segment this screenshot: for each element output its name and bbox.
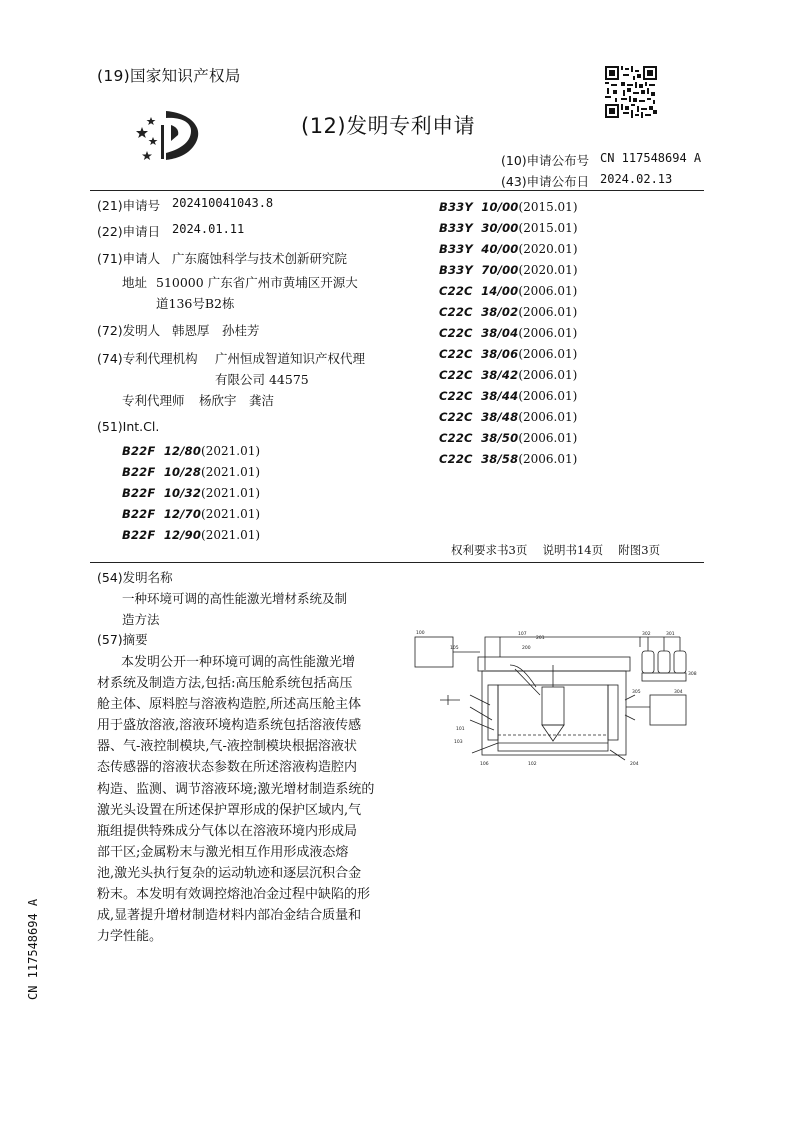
- figure-label: 102: [528, 762, 537, 767]
- figure-label: 101: [456, 727, 465, 732]
- application-number: 202410041043.8: [172, 196, 274, 210]
- abstract-line: 池,激光头执行复杂的运动轨迹和逐层沉积合金: [97, 865, 362, 881]
- cnipa-emblem-logo: [133, 107, 207, 167]
- ipc-entry: B22F 10/28(2021.01): [122, 465, 261, 479]
- figure-label: 204: [630, 762, 639, 767]
- abstract-line: 用于盛放溶液,溶液环境构造系统包括溶液传感: [97, 718, 362, 734]
- filing-date: 2024.01.11: [172, 222, 245, 236]
- office-name: (19)国家知识产权局: [97, 67, 241, 85]
- figure-label: 304: [674, 690, 683, 695]
- page-count-summary: 权利要求书3页 说明书14页 附图3页: [451, 543, 661, 557]
- section-divider: [90, 562, 704, 563]
- invention-title-line2: 造方法: [122, 612, 160, 627]
- invention-title-label: (54)发明名称: [97, 570, 173, 585]
- abstract-line: 舱主体、原料腔与溶液构造腔,所述高压舱主体: [97, 697, 362, 713]
- document-type-title: (12)发明专利申请: [301, 114, 476, 138]
- header-divider: [90, 190, 704, 191]
- abstract-line: 部干区;金属粉末与激光相互作用形成液态熔: [97, 844, 349, 860]
- abstract-line: 粉末。本发明有效调控熔池冶金过程中缺陷的形: [97, 887, 371, 903]
- address-line1: 510000 广东省广州市黄埔区开源大: [156, 275, 358, 290]
- figure-label: 106: [480, 762, 489, 767]
- ipc-entry: B22F 12/80(2021.01): [122, 444, 261, 458]
- ipc-entry: B22F 12/70(2021.01): [122, 507, 261, 521]
- agent-label: 专利代理师: [122, 393, 185, 408]
- agency-label: (74)专利代理机构: [97, 351, 198, 366]
- abstract-label: (57)摘要: [97, 632, 148, 647]
- abstract-figure-drawing: [410, 625, 705, 775]
- invention-title-line1: 一种环境可调的高性能激光增材系统及制: [122, 591, 348, 606]
- ipc-entry: B33Y 30/00(2015.01): [439, 221, 578, 235]
- abstract-line: 瓶组提供特殊成分气体以在溶液环境内形成局: [97, 823, 358, 839]
- address-line2: 道136号B2栋: [156, 296, 235, 311]
- abstract-line: 激光头设置在所述保护罩形成的保护区域内,气: [97, 802, 362, 818]
- ipc-entry: C22C 38/50(2006.01): [439, 431, 578, 445]
- inventors: 韩恩厚 孙桂芳: [172, 323, 260, 338]
- figure-label: 302: [642, 632, 651, 637]
- agency-line2: 有限公司 44575: [215, 372, 309, 387]
- abstract-line: 成,显著提升增材制造材料内部冶金结合质量和: [97, 908, 362, 924]
- publication-date-label: (43)申请公布日: [501, 174, 590, 189]
- application-number-label: (21)申请号: [97, 198, 161, 213]
- ipc-entry: C22C 38/58(2006.01): [439, 452, 578, 466]
- ipc-entry: C22C 38/04(2006.01): [439, 326, 578, 340]
- ipc-entry: C22C 38/02(2006.01): [439, 305, 578, 319]
- abstract-text: [97, 652, 387, 947]
- ipc-entry: C22C 38/06(2006.01): [439, 347, 578, 361]
- abstract-line: 力学性能。: [97, 929, 163, 945]
- figure-label: 200: [522, 646, 531, 651]
- qr-code-icon: [605, 66, 657, 118]
- figure-label: 305: [632, 690, 641, 695]
- agents: 杨欣宇 龚洁: [199, 393, 275, 408]
- ipc-list-right: [439, 196, 578, 469]
- figure-label: 103: [454, 740, 463, 745]
- ipc-entry: B33Y 70/00(2020.01): [439, 263, 578, 277]
- abstract-line: 构造、监测、调节溶液环境;激光增材制造系统的: [97, 781, 375, 797]
- agency-line1: 广州恒成智道知识产权代理: [215, 351, 366, 366]
- ipc-list-left: [122, 440, 260, 545]
- side-publication-number: CN 117548694 A: [26, 898, 40, 1000]
- publication-number-label: (10)申请公布号: [501, 153, 590, 168]
- figure-label: 308: [688, 672, 697, 677]
- ipc-entry: B22F 12/90(2021.01): [122, 528, 261, 542]
- ipc-entry: C22C 38/42(2006.01): [439, 368, 578, 382]
- inventors-label: (72)发明人: [97, 323, 161, 338]
- ipc-entry: C22C 14/00(2006.01): [439, 284, 578, 298]
- applicant-label: (71)申请人: [97, 251, 161, 266]
- figure-label: 107: [518, 632, 527, 637]
- applicant-name: 广东腐蚀科学与技术创新研究院: [172, 251, 348, 266]
- ipc-entry: C22C 38/48(2006.01): [439, 410, 578, 424]
- abstract-line: 材系统及制造方法,包括:高压舱系统包括高压: [97, 676, 353, 692]
- abstract-line: 本发明公开一种环境可调的高性能激光增: [121, 655, 356, 670]
- int-cl-label: (51)Int.Cl.: [97, 419, 160, 434]
- abstract-line: 态传感器的溶液状态参数在所述溶液构造腔内: [97, 760, 358, 776]
- abstract-line: 器、气-液控制模块,气-液控制模块根据溶液状: [97, 739, 357, 755]
- ipc-entry: C22C 38/44(2006.01): [439, 389, 578, 403]
- figure-label: 100: [416, 631, 425, 636]
- address-label: 地址: [122, 275, 148, 290]
- filing-date-label: (22)申请日: [97, 224, 161, 239]
- figure-label: 301: [666, 632, 675, 637]
- publication-date: 2024.02.13: [600, 172, 673, 186]
- publication-number: CN 117548694 A: [600, 151, 702, 165]
- figure-label: 105: [450, 646, 459, 651]
- ipc-entry: B33Y 40/00(2020.01): [439, 242, 578, 256]
- ipc-entry: B22F 10/32(2021.01): [122, 486, 261, 500]
- ipc-entry: B33Y 10/00(2015.01): [439, 200, 578, 214]
- figure-label: 201: [536, 636, 545, 641]
